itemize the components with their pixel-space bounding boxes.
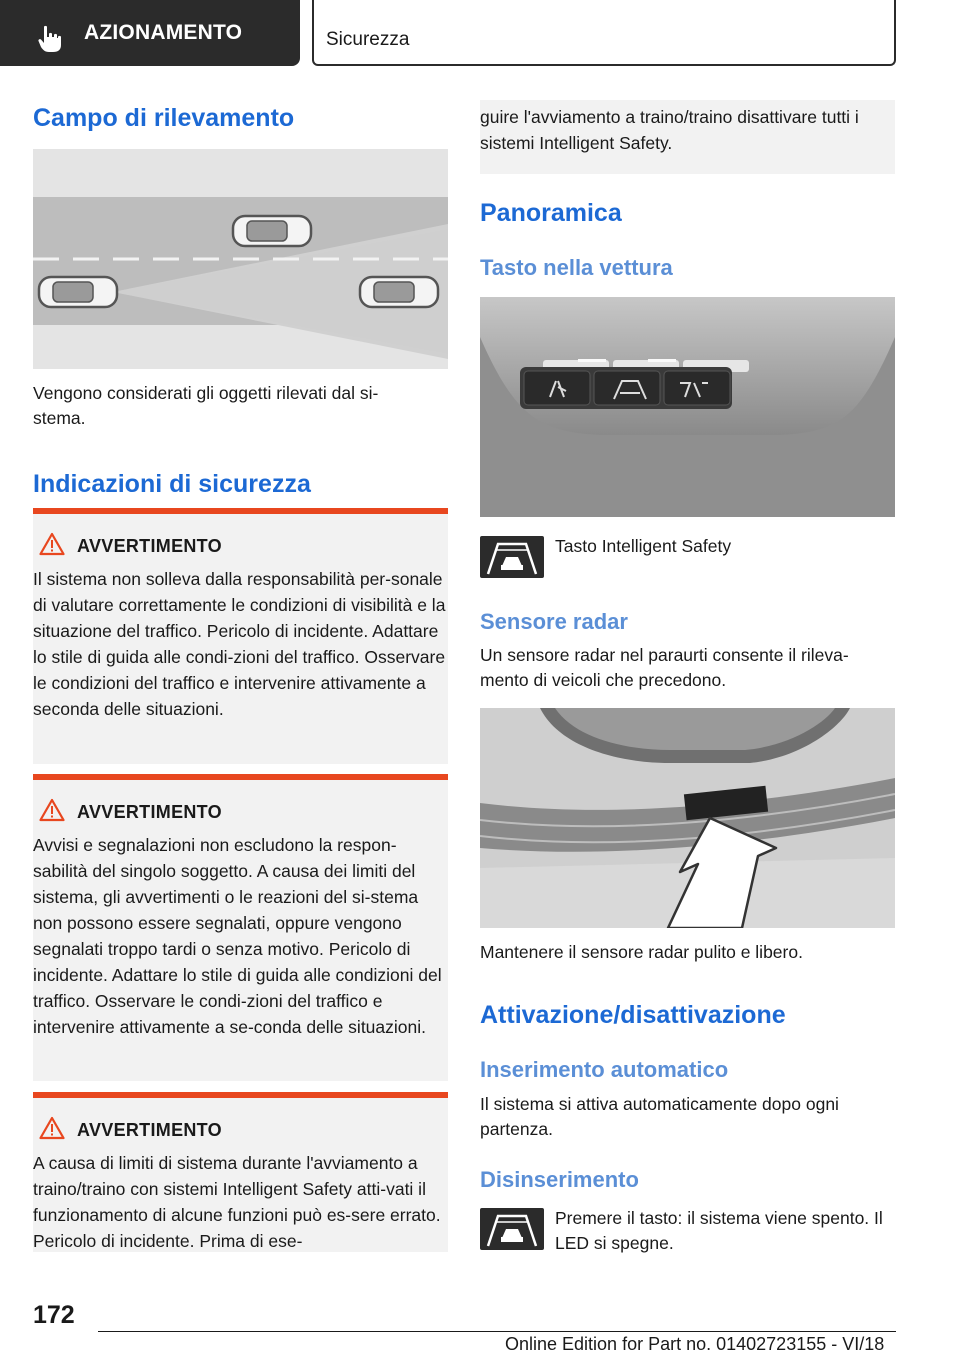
- warning-triangle-icon: [39, 1116, 65, 1140]
- warning-title: AVVERTIMENTO: [77, 802, 222, 822]
- car-ahead-icon: [480, 536, 544, 578]
- warning-continued-box: [480, 100, 895, 174]
- text-inserimento: Il sistema si attiva automaticamente dopo ogni partenza.: [480, 1094, 839, 1139]
- title-campo: Campo di rilevamento: [33, 104, 295, 132]
- chapter-label: AZIONAMENTO: [84, 21, 243, 44]
- warning-continued-text: guire l'avviamento a traino/traino disattivare tutti i sistemi Intelligent Safety.: [480, 107, 859, 153]
- bumper-illustration: [480, 708, 895, 928]
- footer-divider: [98, 1331, 896, 1332]
- detection-diagram: [33, 149, 448, 369]
- title-disinserimento: Disinserimento: [480, 1167, 639, 1192]
- title-attivazione: Attivazione/disattivazione: [480, 1001, 786, 1029]
- intelligent-safety-button-icon: [480, 536, 544, 578]
- title-inserimento: Inserimento automatico: [480, 1057, 729, 1082]
- intelligent-safety-button-icon: [480, 1208, 544, 1250]
- detection-range-illustration: [33, 149, 448, 369]
- warning-box-3: [33, 1092, 448, 1252]
- page-number: 172: [33, 1301, 75, 1329]
- hand-pointer-icon: [38, 25, 64, 53]
- warning-box-1: [33, 508, 448, 764]
- caption-tasto: Tasto Intelligent Safety: [555, 536, 732, 556]
- title-panoramica: Panoramica: [480, 199, 622, 227]
- text-disinserimento: Premere il tasto: il sistema viene spento. Il LED si spegne.: [555, 1208, 883, 1253]
- caption-campo: Vengono considerati gli oggetti rilevati dal si-stema.: [33, 383, 379, 428]
- text-sensore: Un sensore radar nel paraurti consente il rileva-mento di veicoli che precedono.: [480, 645, 849, 690]
- edition-note: Online Edition for Part no. 01402723155 - VI/18: [505, 1334, 885, 1354]
- title-tasto: Tasto nella vettura: [480, 255, 673, 280]
- vehicle-side-lane-icon: [360, 277, 438, 307]
- radar-sensor-photo: [480, 708, 895, 928]
- warning-box-2: [33, 774, 448, 1081]
- car-ahead-icon: [480, 1208, 544, 1250]
- button-panel-illustration: [480, 297, 895, 517]
- title-indicazioni: Indicazioni di sicurezza: [33, 470, 311, 498]
- caption-sensore: Mantenere il sensore radar pulito e libero.: [480, 942, 803, 962]
- section-label: Sicurezza: [326, 29, 410, 50]
- warning-triangle-icon: [39, 532, 65, 556]
- warning-text: Il sistema non solleva dalla responsabilità per-sonale di valutare correttamente le condizioni di visibilità e la situazione del traffico. Pericolo di incidente. Adattare lo stile di guida alle condi-zioni del traffico. Osservare le condizioni del traffico e intervenire attivamente a seconda delle situazioni.: [33, 569, 446, 719]
- vehicle-ahead-icon: [233, 216, 311, 246]
- warning-text: A causa di limiti di sistema durante l'avviamento a traino/traino con sistemi Intelligent Safety atti-vati il funzionamento di alcune funzioni può es-sere errato. Pericolo di incidente. Prima di ese-: [33, 1153, 441, 1251]
- warning-triangle-icon: [39, 798, 65, 822]
- page-header: [0, 0, 960, 66]
- button-panel-photo: [480, 297, 895, 517]
- warning-text: Avvisi e segnalazioni non escludono la respon-sabilità del singolo soggetto. A causa dei limiti del sistema, gli avvertimenti o le reazioni del si-stema non possono essere segnalati, oppure vengono segnalati troppo tardi o senza motivo. Pericolo di incidente. Adattare lo stile di guida alle condizioni del traffico. Osservare le condi-zioni del traffico e intervenire attivamente a se-conda delle situazioni.: [33, 835, 442, 1037]
- own-vehicle-icon: [39, 277, 117, 307]
- title-sensore: Sensore radar: [480, 609, 628, 634]
- section-tab: [312, 0, 896, 66]
- warning-title: AVVERTIMENTO: [77, 1120, 222, 1140]
- chapter-tab: [0, 0, 300, 66]
- warning-title: AVVERTIMENTO: [77, 536, 222, 556]
